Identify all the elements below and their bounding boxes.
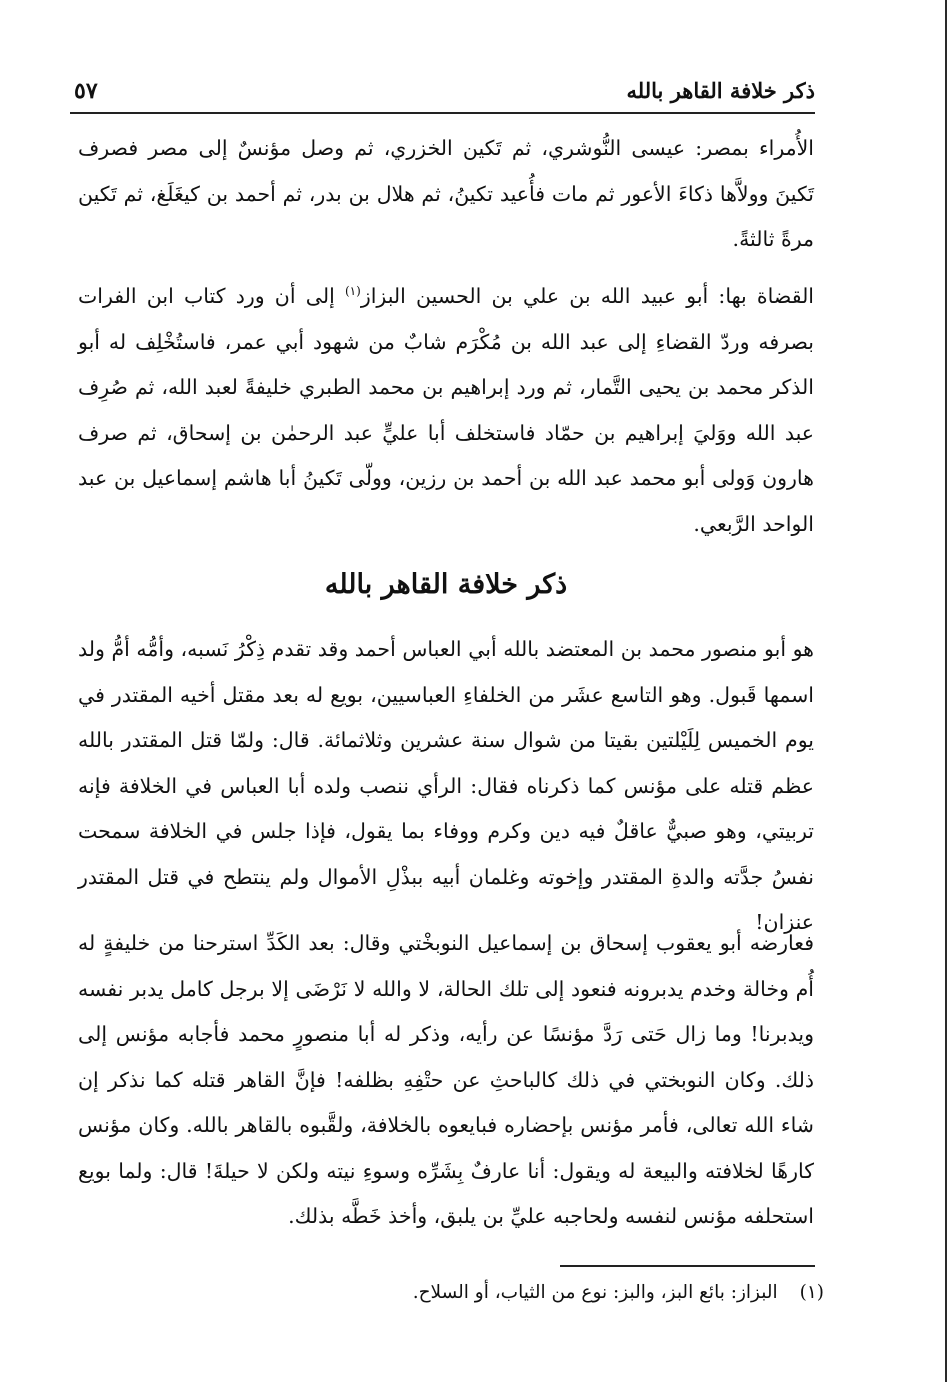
paragraph-text: الأُمراء بمصر: عيسى النُّوشري، ثم تَكين الخزري، ثم وصل مؤنسٌ إلى مصر فصرف تَكينَ وولاَّها ذكاءَ الأعور ثم مات فأُعيد تكينُ، ثم هلال بن بدر، ثم أحمد بن كيغَلَغ، ثم تَكين مرةً ثالثةً. — [78, 136, 814, 251]
paragraph-text — [78, 274, 814, 547]
footnote-reference[interactable]: (١) — [344, 284, 361, 299]
paragraph-caliph-intro — [78, 627, 814, 946]
paragraph-text: هو أبو منصور محمد بن المعتضد بالله أبي العباس أحمد وقد تقدم ذِكْرُ نَسبه، وأمُّه أمُّ ولد اسمها قَبول. وهو التاسع عشَر من الخلفاءِ العباسيين، بويع له بعد مقتل أخيه المقتدر في يوم الخميس لِلَيْلتين بقيتا من شوال سنة عشرين وثلاثمائة. قال: ولمّا قتل المقتدر بالله عظم قتله على مؤنس كما ذكرناه فقال: الرأي ننصب ولده أبا العباس في الخلافة فإنه تربيتي، وهو صبيٌّ عاقلٌ فيه دين وكرم ووفاء بما يقول، فإذا جلس في الخلافة سمحت نفسُ جدَّته والدةِ المقتدر وإخوته وغلمان أبيه ببذْلِ الأموال ولم ينتطح في قتل المقتدر عنزان! — [78, 637, 814, 934]
page-header — [70, 76, 815, 116]
paragraph-judges — [78, 274, 814, 547]
paragraph-text: فعارضه أبو يعقوب إسحاق بن إسماعيل النوبخْتي وقال: بعد الكَدِّ استرحنا من خليفةٍ له أُم وخالة وخدم يدبرونه فنعود إلى تلك الحالة، لا والله لا نَرْضَى إلا برجل كامل يدبر نفسه ويدبرنا! وما زال حَتى رَدَّ مؤنسًا عن رأيه، وذكر له أبا منصورٍ محمد فأجابه مؤنس إلى ذلك. وكان النوبختي في ذلك كالباحثِ عن حتْفِهِ بظلفه! فإنَّ القاهر قتله كما نذكر إن شاء الله تعالى، فأمر مؤنس بإحضاره فبايعوه بالخلافة، ولقَّبوه بالقاهر بالله. وكان مؤنس كارهًا لخلافته والبيعة له ويقول: أنا عارفٌ بِشَرِّه وسوءِ نيته ولكن لا حيلةَ! قال: ولما بويع استحلفه مؤنس لنفسه ولحاجبه عليِّ بن يلبق، وأخذ خَطَّه بذلك. — [78, 931, 814, 1228]
paragraph-text-end: إلى أن ورد كتاب ابن الفرات بصرفه وردّ القضاءِ إلى عبد الله بن مُكْرَم شابٌ من شهود أبي عمر، فاستُخْلِف له أبو الذكر محمد بن يحيى التَّمار، ثم ورد إبراهيم بن محمد الطبري خليفةً لعبد الله، ثم صُرِف عبد الله ووَليَ إبراهيم بن حمّاد فاستخلف أبا عليٍّ عبد الرحمٰن بن إسحاق، ثم صرف هارون وَولى أبو محمد عبد الله بن أحمد بن رزين، وولّى تَكينُ أبا هاشم إسماعيل بن عبد الواحد الرَّبعي. — [78, 284, 814, 536]
footnote-text: البزاز: بائع البز، والبز: نوع من الثياب، أو السلاح. — [412, 1282, 778, 1303]
header-rule — [70, 112, 815, 114]
paragraph-nawbakhti — [78, 921, 814, 1240]
footnote-rule — [560, 1265, 815, 1267]
paragraph-text-start: القضاة بها: أبو عبيد الله بن علي بن الحسين البزاز — [360, 284, 815, 308]
footnote-marker: (١) — [799, 1282, 824, 1303]
running-title: ذكر خلافة القاهر بالله — [626, 78, 815, 103]
paragraph-emirs — [78, 126, 814, 263]
page-edge-line — [945, 0, 947, 1382]
page-number: ٥٧ — [74, 78, 98, 104]
section-heading: ذكر خلافة القاهر بالله — [324, 569, 568, 600]
footnote — [78, 1276, 824, 1310]
